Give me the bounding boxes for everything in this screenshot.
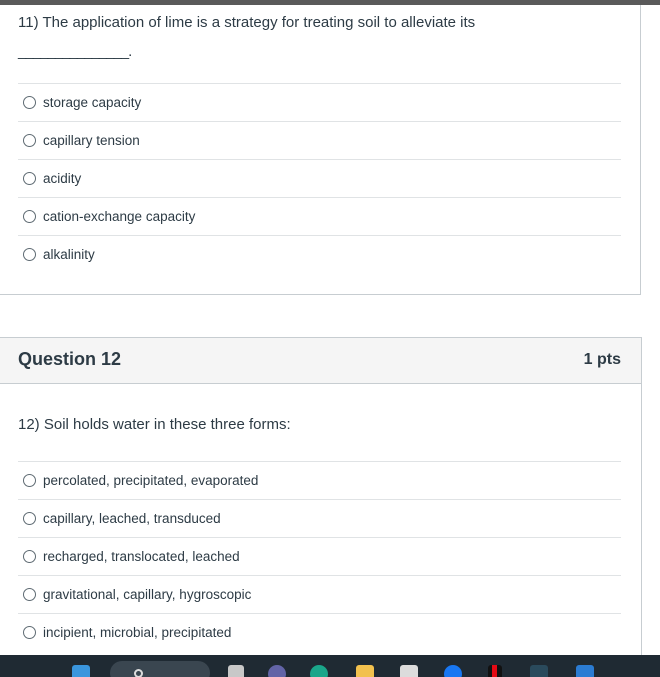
facebook-icon[interactable]	[444, 665, 462, 677]
radio-button-icon[interactable]	[23, 172, 36, 185]
taskbar	[0, 655, 660, 677]
answer-label: capillary tension	[43, 133, 140, 148]
answer-label: capillary, leached, transduced	[43, 511, 221, 526]
answer-option[interactable]	[18, 197, 621, 235]
question-11-text: 11) The application of lime is a strategy for treating soil to alleviate its	[18, 14, 476, 31]
search-icon	[134, 669, 143, 677]
radio-button-icon[interactable]	[23, 210, 36, 223]
question-12-answers	[18, 461, 621, 651]
answer-option[interactable]	[18, 537, 621, 575]
teams-icon[interactable]	[268, 665, 286, 677]
question-12-text: 12) Soil holds water in these three forms:	[18, 416, 291, 433]
answer-label: percolated, precipitated, evaporated	[43, 473, 259, 488]
question-points: 1 pts	[583, 351, 621, 368]
radio-button-icon[interactable]	[23, 474, 36, 487]
answer-label: cation-exchange capacity	[43, 209, 196, 224]
question-12-header	[0, 338, 641, 384]
answer-label: storage capacity	[43, 95, 142, 110]
search-box[interactable]	[110, 661, 210, 677]
answer-label: recharged, translocated, leached	[43, 549, 240, 564]
radio-button-icon[interactable]	[23, 96, 36, 109]
radio-button-icon[interactable]	[23, 512, 36, 525]
question-11-blank: _______________.	[18, 43, 132, 60]
answer-label: incipient, microbial, precipitated	[43, 625, 232, 640]
answer-option[interactable]	[18, 83, 621, 121]
folder-icon[interactable]	[356, 665, 374, 677]
question-11-answers	[18, 83, 621, 273]
answer-option[interactable]	[18, 613, 621, 651]
app-icon[interactable]	[530, 665, 548, 677]
answer-label: alkalinity	[43, 247, 95, 262]
answer-option[interactable]	[18, 235, 621, 273]
question-12	[0, 337, 642, 677]
answer-option[interactable]	[18, 159, 621, 197]
radio-button-icon[interactable]	[23, 550, 36, 563]
radio-button-icon[interactable]	[23, 588, 36, 601]
store-icon[interactable]	[400, 665, 418, 677]
radio-button-icon[interactable]	[23, 248, 36, 261]
radio-button-icon[interactable]	[23, 134, 36, 147]
answer-label: gravitational, capillary, hygroscopic	[43, 587, 252, 602]
question-11	[0, 5, 641, 295]
answer-option[interactable]	[18, 461, 621, 499]
answer-option[interactable]	[18, 575, 621, 613]
windows-icon[interactable]	[72, 665, 90, 677]
question-title: Question 12	[18, 349, 122, 369]
netflix-icon[interactable]	[488, 665, 502, 677]
mail-icon[interactable]	[576, 665, 594, 677]
radio-button-icon[interactable]	[23, 626, 36, 639]
answer-option[interactable]	[18, 121, 621, 159]
edge-icon[interactable]	[310, 665, 328, 677]
answer-label: acidity	[43, 171, 82, 186]
answer-option[interactable]	[18, 499, 621, 537]
file-icon[interactable]	[228, 665, 244, 677]
